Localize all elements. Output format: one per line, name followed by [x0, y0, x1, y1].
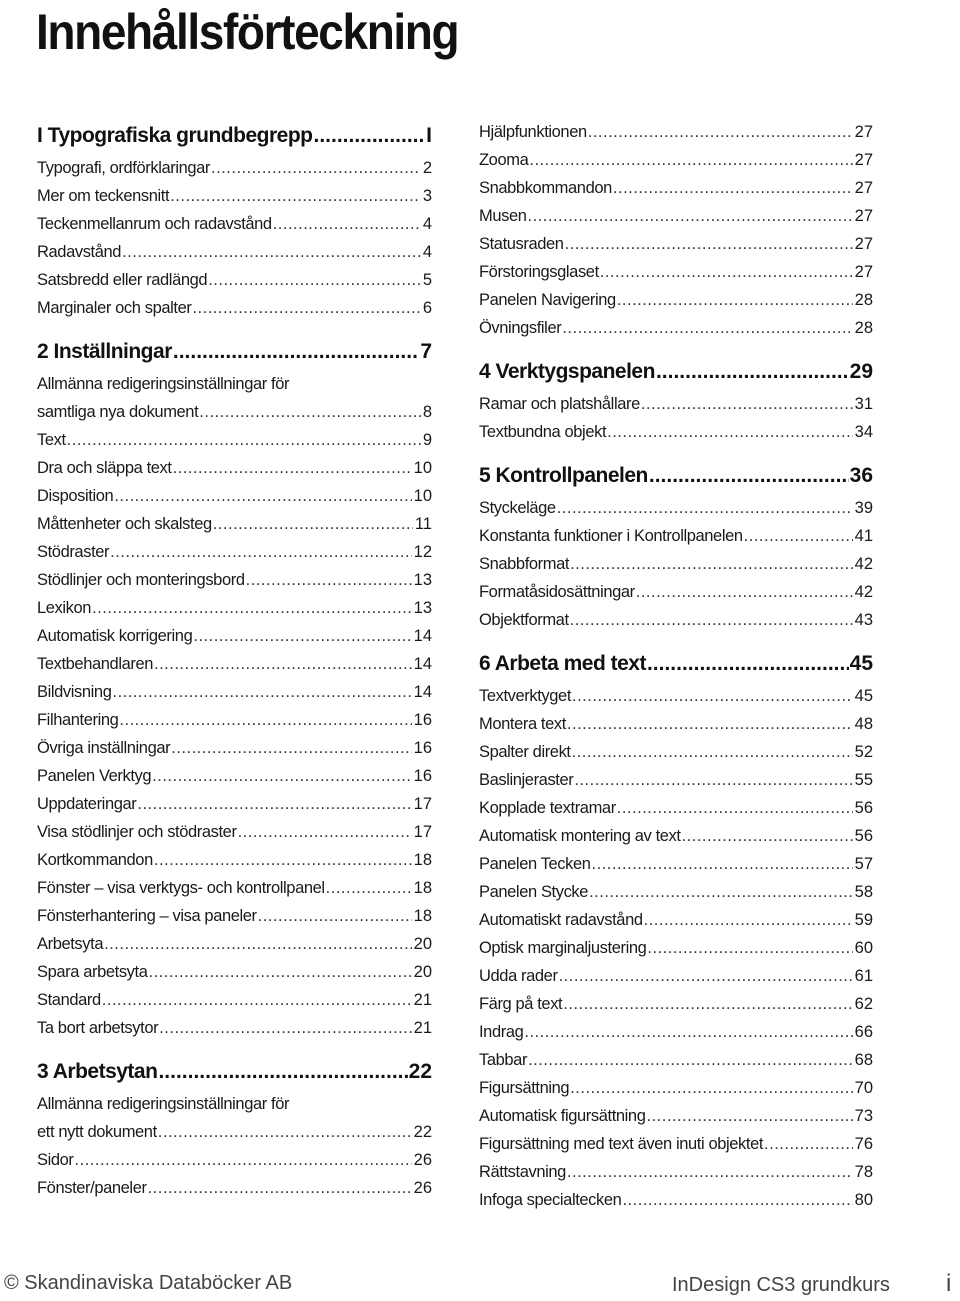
toc-entry — [479, 494, 873, 522]
dot-leader — [154, 846, 412, 874]
dot-leader — [644, 906, 853, 934]
toc-entry-label: Spara arbetsyta — [37, 963, 148, 981]
toc-entry-label: Visa stödlinjer och stödraster — [37, 823, 237, 841]
toc-entry — [37, 1014, 432, 1042]
toc-entry — [37, 1146, 432, 1174]
toc-entry-label: Statusraden — [479, 235, 564, 253]
dot-leader — [572, 738, 853, 766]
toc-entry — [37, 986, 432, 1014]
toc-entry — [37, 154, 432, 182]
toc-page-number: 26 — [413, 1151, 432, 1169]
page-footer — [0, 1270, 960, 1301]
dot-leader — [246, 566, 412, 594]
dot-leader — [744, 522, 853, 550]
toc-page-number: 18 — [413, 907, 432, 925]
toc-entry-label: Typografi, ordförklaringar — [37, 159, 211, 177]
toc-entry-label: Arbetsyta — [37, 935, 104, 953]
dot-leader — [119, 706, 411, 734]
toc-page-number: 36 — [849, 464, 873, 487]
toc-entry — [37, 958, 432, 986]
toc-entry-label: Rättstavning — [479, 1163, 566, 1181]
toc-entry-label: Hjälpfunktionen — [479, 123, 587, 141]
dot-leader — [199, 398, 421, 426]
toc-entry-label: Tabbar — [479, 1051, 528, 1069]
toc-entry-label: Stödlinjer och monteringsbord — [37, 571, 245, 589]
toc-entry-label: Kopplade textramar — [479, 799, 616, 817]
toc-page-number: 22 — [408, 1060, 432, 1083]
toc-page-number: 56 — [854, 799, 873, 817]
toc-entry — [479, 578, 873, 606]
toc-page-number: 27 — [854, 207, 873, 225]
dot-leader — [588, 118, 853, 146]
toc-page-number: 66 — [854, 1023, 873, 1041]
dot-leader — [617, 286, 853, 314]
toc-entry — [479, 822, 873, 850]
toc-entry — [479, 1018, 873, 1046]
toc-entry — [37, 294, 432, 322]
toc-entry — [37, 1174, 432, 1202]
toc-entry — [479, 174, 873, 202]
dot-leader — [647, 934, 852, 962]
toc-page-number: 20 — [413, 935, 432, 953]
toc-entry-label: Förstoringsglaset — [479, 263, 599, 281]
dot-leader — [682, 822, 853, 850]
dot-leader — [173, 334, 419, 370]
toc-entry-label: Baslinjeraster — [479, 771, 574, 789]
toc-entry-label: Övriga inställningar — [37, 739, 171, 757]
dot-leader — [572, 682, 853, 710]
toc-entry-label: Uppdateringar — [37, 795, 137, 813]
toc-page-number: 12 — [413, 543, 432, 561]
dot-leader — [67, 426, 421, 454]
dot-leader — [154, 650, 412, 678]
toc-page-number: 39 — [854, 499, 873, 517]
toc-page-number: 61 — [854, 967, 873, 985]
toc-entry-label: Fönsterhantering – visa paneler — [37, 907, 257, 925]
dot-leader — [92, 594, 412, 622]
dot-leader — [562, 314, 852, 342]
toc-page-number: 16 — [413, 711, 432, 729]
toc-entry-label: Sidor — [37, 1151, 74, 1169]
toc-right-column — [479, 118, 873, 1214]
dot-leader — [152, 762, 411, 790]
toc-section-heading — [479, 458, 873, 494]
toc-entry — [37, 846, 432, 874]
toc-entry-label: Ta bort arbetsytor — [37, 1019, 159, 1037]
toc-entry-label: 6 Arbeta med text — [479, 652, 646, 675]
dot-leader — [570, 606, 853, 634]
toc-page-number: 56 — [854, 827, 873, 845]
footer-copyright: © Skandinaviska Databöcker AB — [4, 1272, 293, 1294]
dot-leader — [607, 418, 853, 446]
dot-leader — [148, 1174, 412, 1202]
toc-entry-label: Indrag — [479, 1023, 524, 1041]
toc-section-heading — [37, 1054, 432, 1090]
toc-entry-label: Måttenheter och skalsteg — [37, 515, 212, 533]
toc-entry-label: Filhantering — [37, 711, 119, 729]
toc-entry-label: I Typografiska grundbegrepp — [37, 124, 313, 147]
dot-leader — [563, 990, 852, 1018]
toc-entry-label: Teckenmellanrum och radavstånd — [37, 215, 272, 233]
toc-entry — [37, 734, 432, 762]
toc-entry — [479, 850, 873, 878]
toc-page-number: 20 — [413, 963, 432, 981]
footer-course-name: InDesign CS3 grundkurs — [672, 1274, 890, 1296]
dot-leader — [208, 266, 421, 294]
dot-leader — [567, 1158, 853, 1186]
toc-entry-label: Zooma — [479, 151, 529, 169]
toc-page-number: 34 — [854, 423, 873, 441]
toc-page-number: 8 — [422, 403, 432, 421]
dot-leader — [600, 258, 853, 286]
dot-leader — [567, 710, 853, 738]
footer-page-number: i — [946, 1270, 952, 1297]
toc-entry-label: Automatisk montering av text — [479, 827, 681, 845]
toc-page-number: 21 — [413, 1019, 432, 1037]
toc-entry-label: Snabbkommandon — [479, 179, 612, 197]
toc-entry — [479, 878, 873, 906]
toc-section-heading — [479, 646, 873, 682]
dot-leader — [114, 482, 411, 510]
toc-entry-label: Text — [37, 431, 66, 449]
toc-entry-label: Automatisk figursättning — [479, 1107, 646, 1125]
toc-page-number: 42 — [854, 583, 873, 601]
toc-entry-label: Allmänna redigeringsinställningar för — [37, 1095, 290, 1113]
dot-leader — [258, 902, 412, 930]
toc-entry — [37, 706, 432, 734]
toc-page-number: 18 — [413, 851, 432, 869]
toc-entry — [479, 258, 873, 286]
toc-entry-label: Snabbformat — [479, 555, 570, 573]
dot-leader — [173, 454, 412, 482]
toc-entry — [479, 230, 873, 258]
toc-page-number: 70 — [854, 1079, 873, 1097]
toc-page-number: 7 — [420, 340, 432, 363]
dot-leader — [104, 930, 412, 958]
dot-leader — [557, 494, 853, 522]
toc-entry — [37, 266, 432, 294]
toc-page-number: 4 — [422, 215, 432, 233]
dot-leader — [559, 962, 853, 990]
toc-entry — [479, 1186, 873, 1214]
toc-entry — [479, 934, 873, 962]
toc-page-number: 48 — [854, 715, 873, 733]
toc-page-number: 2 — [422, 159, 432, 177]
dot-leader — [326, 874, 412, 902]
toc-page-number: 10 — [413, 487, 432, 505]
toc-page-number: 14 — [413, 655, 432, 673]
dot-leader — [158, 1054, 407, 1090]
toc-entry-label: Panelen Verktyg — [37, 767, 152, 785]
toc-entry — [479, 1074, 873, 1102]
toc-entry-label: Marginaler och spalter — [37, 299, 192, 317]
toc-page-number: 60 — [854, 939, 873, 957]
toc-entry-label: Spalter direkt — [479, 743, 571, 761]
toc-entry — [479, 1130, 873, 1158]
toc-entry-label: Panelen Tecken — [479, 855, 591, 873]
toc-page-number: 45 — [849, 652, 873, 675]
toc-entry — [37, 482, 432, 510]
toc-entry — [37, 182, 432, 210]
toc-page-number: 14 — [413, 683, 432, 701]
toc-entry — [479, 314, 873, 342]
toc-page-number: 80 — [854, 1191, 873, 1209]
toc-entry — [37, 426, 432, 454]
toc-page-number: 13 — [413, 599, 432, 617]
toc-entry-label: Figursättning — [479, 1079, 570, 1097]
toc-entry-label: 4 Verktygspanelen — [479, 360, 655, 383]
toc-entry — [479, 962, 873, 990]
dot-leader — [238, 818, 412, 846]
dot-leader — [565, 230, 853, 258]
dot-leader — [193, 622, 411, 650]
toc-entry — [37, 210, 432, 238]
toc-entry-label: Kortkommandon — [37, 851, 153, 869]
toc-entry-label: Optisk marginaljustering — [479, 939, 647, 957]
toc-entry — [37, 398, 432, 426]
toc-entry — [479, 794, 873, 822]
dot-leader — [273, 210, 421, 238]
toc-entry-label: Allmänna redigeringsinställningar för — [37, 375, 290, 393]
toc-entry — [479, 146, 873, 174]
toc-page-number: 16 — [413, 767, 432, 785]
toc-entry-label: Textverktyget — [479, 687, 572, 705]
toc-section-heading — [37, 118, 432, 154]
toc-entry — [37, 790, 432, 818]
toc-entry — [479, 550, 873, 578]
page-title: Innehållsförteckning — [36, 4, 459, 60]
toc-entry-label: Färg på text — [479, 995, 563, 1013]
dot-leader — [148, 958, 411, 986]
dot-leader — [656, 354, 849, 390]
toc-entry-label: ett nytt dokument — [37, 1123, 157, 1141]
dot-leader — [636, 578, 853, 606]
toc-page-number: 41 — [854, 527, 873, 545]
toc-page-number: 73 — [854, 1107, 873, 1125]
toc-entry — [479, 1046, 873, 1074]
dot-leader — [647, 1102, 853, 1130]
toc-page-number: 28 — [854, 319, 873, 337]
toc-page-number: 78 — [854, 1163, 873, 1181]
dot-leader — [75, 1146, 412, 1174]
toc-entry-label: Panelen Stycke — [479, 883, 589, 901]
toc-page-number: 10 — [413, 459, 432, 477]
toc-entry-label: Radavstånd — [37, 243, 122, 261]
toc-page-number: 4 — [422, 243, 432, 261]
toc-entry-label: Standard — [37, 991, 101, 1009]
toc-entry-label: Montera text — [479, 715, 566, 733]
dot-leader — [110, 538, 412, 566]
toc-entry — [479, 906, 873, 934]
toc-page-number: 17 — [413, 795, 432, 813]
toc-section-heading — [479, 354, 873, 390]
toc-entry — [37, 818, 432, 846]
toc-page-number: 27 — [854, 123, 873, 141]
toc-entry-label: Figursättning med text även inuti objektet — [479, 1135, 764, 1153]
toc-entry — [479, 418, 873, 446]
toc-entry — [479, 202, 873, 230]
toc-page-number: 3 — [422, 187, 432, 205]
toc-entry — [37, 566, 432, 594]
dot-leader — [574, 766, 852, 794]
dot-leader — [171, 734, 411, 762]
toc-entry-label: Automatiskt radavstånd — [479, 911, 643, 929]
dot-leader — [112, 678, 411, 706]
toc-entry-label: Satsbredd eller radlängd — [37, 271, 208, 289]
toc-entry — [37, 622, 432, 650]
toc-entry-label: Lexikon — [37, 599, 92, 617]
toc-page-number: 76 — [854, 1135, 873, 1153]
dot-leader — [649, 458, 849, 494]
toc-entry — [479, 606, 873, 634]
toc-page-number: 27 — [854, 179, 873, 197]
toc-page-number: 27 — [854, 151, 873, 169]
toc-entry — [37, 930, 432, 958]
toc-entry-text — [37, 370, 432, 398]
toc-page-number: 11 — [414, 515, 432, 533]
toc-page-number: 29 — [849, 360, 873, 383]
toc-entry-label: Fönster – visa verktygs- och kontrollpanel — [37, 879, 325, 897]
toc-entry — [37, 762, 432, 790]
toc-entry — [37, 454, 432, 482]
dot-leader — [528, 202, 853, 230]
toc-entry-label: Automatisk korrigering — [37, 627, 193, 645]
toc-entry — [479, 990, 873, 1018]
toc-page-number: 21 — [413, 991, 432, 1009]
toc-page-number: 62 — [854, 995, 873, 1013]
toc-page-number: 27 — [854, 235, 873, 253]
dot-leader — [313, 118, 425, 154]
toc-page-number: 57 — [854, 855, 873, 873]
toc-entry-label: Stödraster — [37, 543, 110, 561]
toc-entry-label: Textbehandlaren — [37, 655, 154, 673]
toc-entry — [37, 874, 432, 902]
dot-leader — [528, 1046, 853, 1074]
toc-section-heading — [37, 334, 432, 370]
toc-page-number: 45 — [854, 687, 873, 705]
toc-page-number: 31 — [854, 395, 873, 413]
toc-page-number: I — [426, 124, 432, 147]
toc-entry-label: Övningsfiler — [479, 319, 562, 337]
dot-leader — [592, 850, 853, 878]
toc-entry — [37, 1118, 432, 1146]
toc-entry — [479, 522, 873, 550]
toc-entry-label: 2 Inställningar — [37, 340, 172, 363]
toc-entry-label: Udda rader — [479, 967, 558, 985]
toc-entry-label: Disposition — [37, 487, 114, 505]
toc-page-number: 18 — [413, 879, 432, 897]
toc-left-column — [37, 118, 432, 1202]
toc-entry-label: Panelen Navigering — [479, 291, 616, 309]
dot-leader — [192, 294, 420, 322]
toc-entry — [479, 682, 873, 710]
dot-leader — [622, 1186, 852, 1214]
dot-leader — [589, 878, 853, 906]
toc-entry-label: Infoga specialtecken — [479, 1191, 622, 1209]
toc-entry — [479, 390, 873, 418]
toc-entry-label: Formatåsidosättningar — [479, 583, 635, 601]
toc-entry — [479, 710, 873, 738]
toc-page-number: 55 — [854, 771, 873, 789]
dot-leader — [122, 238, 421, 266]
toc-entry-label: Mer om teckensnitt — [37, 187, 170, 205]
toc-entry — [479, 766, 873, 794]
toc-entry — [37, 678, 432, 706]
dot-leader — [137, 790, 411, 818]
dot-leader — [641, 390, 853, 418]
toc-page-number: 59 — [854, 911, 873, 929]
toc-entry-label: samtliga nya dokument — [37, 403, 199, 421]
dot-leader — [529, 146, 852, 174]
dot-leader — [211, 154, 421, 182]
toc-entry — [479, 286, 873, 314]
toc-entry — [479, 1158, 873, 1186]
toc-entry-label: Bildvisning — [37, 683, 112, 701]
toc-page-number: 5 — [422, 271, 432, 289]
toc-page-number: 28 — [854, 291, 873, 309]
toc-entry — [37, 238, 432, 266]
dot-leader — [213, 510, 413, 538]
dot-leader — [613, 174, 853, 202]
toc-entry-label: Textbundna objekt — [479, 423, 607, 441]
dot-leader — [170, 182, 421, 210]
toc-page-number: 42 — [854, 555, 873, 573]
toc-entry-label: Fönster/paneler — [37, 1179, 147, 1197]
toc-entry-label: Ramar och platshållare — [479, 395, 640, 413]
toc-page-number: 22 — [413, 1123, 432, 1141]
toc-page-number: 16 — [413, 739, 432, 757]
toc-entry-label: Konstanta funktioner i Kontrollpanelen — [479, 527, 743, 545]
toc-page-number: 13 — [413, 571, 432, 589]
dot-leader — [524, 1018, 852, 1046]
toc-page-number: 6 — [422, 299, 432, 317]
toc-entry — [37, 510, 432, 538]
dot-leader — [764, 1130, 853, 1158]
toc-entry-label: Musen — [479, 207, 527, 225]
toc-page-number: 9 — [422, 431, 432, 449]
toc-page-number: 43 — [854, 611, 873, 629]
dot-leader — [570, 550, 853, 578]
toc-entry — [479, 118, 873, 146]
toc-entry — [37, 650, 432, 678]
toc-entry — [37, 538, 432, 566]
dot-leader — [570, 1074, 852, 1102]
toc-page-number: 26 — [413, 1179, 432, 1197]
toc-page-number: 52 — [854, 743, 873, 761]
toc-entry-label: 3 Arbetsytan — [37, 1060, 158, 1083]
toc-page-number: 68 — [854, 1051, 873, 1069]
toc-entry — [479, 738, 873, 766]
toc-page-number: 14 — [413, 627, 432, 645]
dot-leader — [617, 794, 853, 822]
toc-page-number: 58 — [854, 883, 873, 901]
toc-page-number: 17 — [413, 823, 432, 841]
toc-entry — [37, 902, 432, 930]
toc-entry — [479, 1102, 873, 1130]
dot-leader — [158, 1118, 412, 1146]
toc-entry-label: Styckeläge — [479, 499, 556, 517]
toc-entry — [37, 594, 432, 622]
dot-leader — [102, 986, 412, 1014]
toc-entry-label: Objektformat — [479, 611, 569, 629]
toc-page-number: 27 — [854, 263, 873, 281]
toc-entry-label: Dra och släppa text — [37, 459, 172, 477]
toc-entry-text — [37, 1090, 432, 1118]
toc-entry-label: 5 Kontrollpanelen — [479, 464, 648, 487]
dot-leader — [159, 1014, 411, 1042]
dot-leader — [647, 646, 849, 682]
